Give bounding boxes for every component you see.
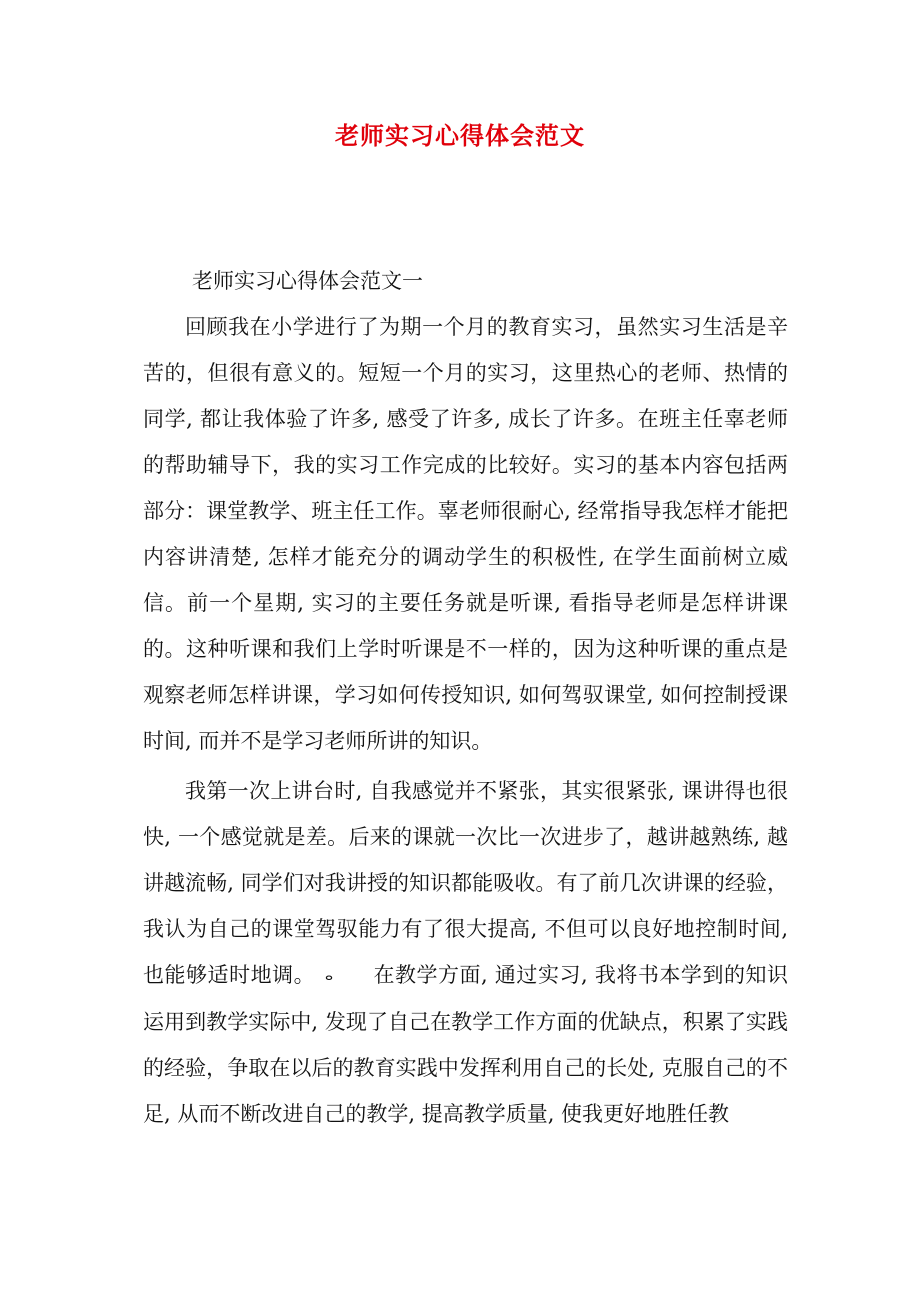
document-title: 老师实习心得体会范文 [335, 121, 585, 150]
paragraph-2 [143, 768, 788, 1137]
document-body [143, 258, 788, 1137]
paragraph-2-part-1: 我第一次上讲台时, 自我感觉并不紧张，其实很紧张, 课讲得也很快, 一个感觉就是差。后来的课就一次比一次进步了，越讲越熟练, 越讲越流畅, 同学们对我讲授的知识都能吸收。有了前几次讲课的经验，我认为自己的课堂驾驭能力有了很大提高, 不但可以良好地控制时间, 也能够适时地调。 [143, 779, 788, 987]
paragraph-2-part-2: 在教学方面, 通过实习, 我将书本学到的知识运用到教学实际中, 发现了自己在教学工作方面的优缺点，积累了实践的经验，争取在以后的教育实践中发挥利用自己的长处, 克服自己的不足, 从而不断改进自己的教学, 提高教学质量, 使我更好地胜任教 [143, 963, 789, 1126]
inline-mark-glyph: ⴰ [325, 969, 333, 983]
section-heading: 老师实习心得体会范文一 [192, 269, 423, 293]
paragraph-1: 回顾我在小学进行了为期一个月的教育实习，虽然实习生活是辛苦的，但很有意义的。短短一个月的实习，这里热心的老师、热情的同学, 都让我体验了许多, 感受了许多, 成长了许多。在班主任辜老师的帮助辅导下，我的实习工作完成的比较好。实习的基本内容包括两部分：课堂教学、班主任工作。辜老师很耐心, 经常指导我怎样才能把内容讲清楚, 怎样才能充分的调动学生的积极性, 在学生面前树立威信。前一个星期, 实习的主要任务就是听课, 看指导老师是怎样讲课的。这种听课和我们上学时听课是不一样的，因为这种听课的重点是观察老师怎样讲课，学习如何传授知识, 如何驾驭课堂, 如何控制授课时间, 而并不是学习老师所讲的知识。 [143, 315, 788, 753]
